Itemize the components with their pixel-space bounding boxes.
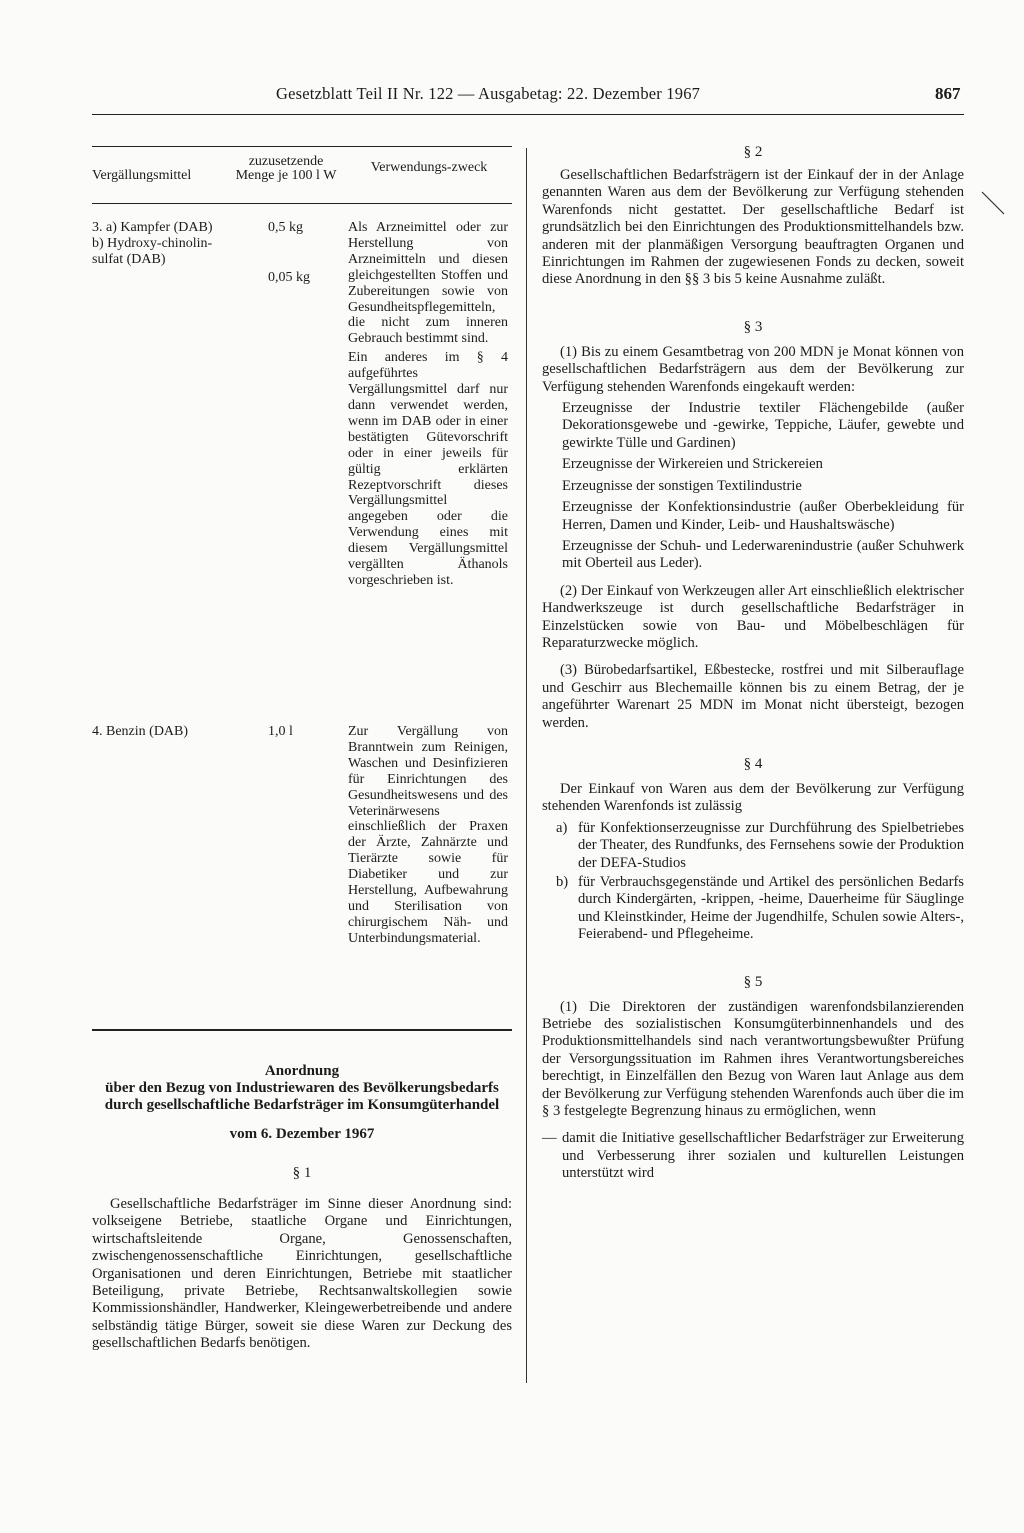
section-heading: § 4 — [743, 755, 763, 772]
table-cell-quantity: 1,0 l — [268, 724, 293, 739]
section-heading: § 5 — [743, 973, 763, 990]
column-divider — [526, 148, 527, 1383]
table-body — [92, 204, 512, 1029]
paragraph: (3) Bürobedarfsartikel, Eßbestecke, rostfrei und mit Silberauflage und Geschirr aus Blechemaille können bis zu einem Betrag, der je angeführter Warenart 25 MDN im Monat nicht übersteigt, bezogen werden. — [542, 662, 964, 731]
paragraph: Der Einkauf von Waren aus dem der Bevölkerung zur Verfügung stehenden Warenfonds ist zulässig — [542, 780, 964, 815]
column-header-quantity: zuzusetzende Menge je 100 l W — [235, 154, 337, 183]
ordinance-date: vom 6. Dezember 1967 — [229, 1126, 375, 1142]
purpose-text: Als Arzneimittel oder zur Herstellung von Arzneimitteln und diesen gleichgestellten Stoffen und Zubereitungen sowie von Gesundheitspflegemitteln, die nicht zum inneren Gebrauch bestimmt sind. — [348, 220, 508, 347]
column-header-agent: Vergällungsmittel — [92, 168, 192, 183]
right-column — [542, 140, 964, 1183]
section-3-text — [542, 344, 964, 396]
list-item: Erzeugnisse der sonstigen Textilindustrie — [562, 477, 802, 494]
header-rule — [92, 114, 964, 115]
section-4-text — [542, 781, 964, 816]
list-item-label: b) — [556, 874, 569, 890]
section-3-paragraph-2 — [542, 583, 964, 653]
paragraph: (1) Die Direktoren der zuständigen warenfondsbilanzierenden Betriebe des sozialistischen Konsumgüterbinnenhandels und des Produktionsmittelhandels sind nach verantwortungsbewußter Prüfung der Versorgungssituation im Rahmen ihres Verantwortungsbereiches berechtigt, in Einzelfällen den Bezug von Waren laut Anlage aus dem der Bevölkerung zur Verfügung stehenden Warenfonds auch über die im § 3 festgelegte Begrenzung hinaus zu ermöglichen, wenn — [542, 998, 964, 1120]
paragraph: Gesellschaftlichen Bedarfsträgern ist der Einkauf der in der Anlage genannten Waren aus dem der Bevölkerung zur Verfügung stehenden Warenfonds nicht gestattet. Der gesellschaftliche Bedarf ist grundsätzlich bei den Einrichtungen des Produktionsmittelhandels bzw. anderen mit der planmäßigen Versorgung beauftragten Organen und Einrichtungen im Rahmen der zugewiesenen Fonds zu decken, soweit diese Anordnung in den §§ 3 bis 5 keine Ausnahme zuläßt. — [542, 167, 964, 288]
left-column — [92, 146, 512, 1353]
dash-item-text: damit die Initiative gesellschaftlicher Bedarfsträger zur Erweiterung und Verbesserung ihrer sozialen und kulturellen Leistungen unterstützt wird — [562, 1130, 964, 1182]
header-title: Gesetzblatt Teil II Nr. 122 — Ausgabetag: 22. Dezember 1967 — [276, 84, 701, 103]
list-item: Erzeugnisse der Industrie textiler Flächengebilde (außer Dekorationsgewebe und -gewirke, Teppiche, Läufer, gewebte und gewirkte Tülle und Gardinen) — [562, 400, 964, 451]
list-item-text: für Konfektionserzeugnisse zur Durchführung des Spielbetriebes der Theater, des Rundfunks, des Fernsehens sowie der Produktion der DEFA-Studios — [578, 819, 964, 871]
margin-mark-icon — [980, 190, 1008, 218]
paragraph: (2) Der Einkauf von Werkzeugen aller Art einschließlich elektrischer Handwerkszeuge ist durch gesellschaftliche Bedarfsträger in Einzelstücken sowie von Bau- und Möbelbeschlägen für Reparaturzwecke möglich. — [542, 582, 964, 651]
section-heading: § 1 — [292, 1165, 312, 1181]
table-cell-agent: 3. a) Kampfer (DAB) b) Hydroxy-chinolin-sulfat (DAB) — [92, 220, 213, 267]
dash-label: — — [542, 1130, 557, 1147]
table-cell-agent: 4. Benzin (DAB) — [92, 724, 189, 739]
table-header — [92, 147, 512, 203]
list-item — [542, 874, 964, 944]
list-item-label: a) — [556, 819, 568, 836]
list-item: Erzeugnisse der Konfektionsindustrie (außer Oberbekleidung für Herren, Damen und Kinder, Leib- und Haushaltswäsche) — [562, 499, 964, 533]
table-bottom-rule — [92, 1029, 512, 1031]
table-cell-quantity: 0,05 kg — [268, 270, 310, 285]
section-1-text — [92, 1196, 512, 1353]
paragraph: Gesellschaftliche Bedarfsträger im Sinne dieser Anordnung sind: volkseigene Betriebe, staatliche Organe und Einrichtungen, wirtschaftsleitende Organe, Genossenschaften, zwischengenossenschaftliche Einrichtungen, gesellschaftliche Organisationen und deren Einrichtungen, Betriebe mit staatlicher Beteiligung, private Betriebe, Rechtsanwaltskollegien sowie Kommissionshändler, Handwerker, Kleingewerbetreibende und andere selbständig tätige Bürger, soweit sie diese Waren zur Deckung des gesellschaftlichen Bedarfs benötigen. — [92, 1196, 512, 1352]
table-cell-purpose — [348, 220, 508, 589]
table-cell-purpose: Zur Vergällung von Branntwein zum Reinigen, Waschen und Desinfizieren für Einrichtungen des Gesundheitswesens und des Veterinärwesens einschließlich der Praxen der Ärzte, Zahnärzte und Tierärzte sowie für Diabetiker und zur Herstellung, Aufbewahrung und Sterilisation von chirurgischem Näh- und Unterbindungsmaterial. — [348, 724, 508, 946]
section-2-text — [542, 167, 964, 289]
section-5-text — [542, 999, 964, 1121]
paragraph: (1) Bis zu einem Gesamtbetrag von 200 MDN je Monat können von gesellschaftlichen Bedarfsträgern aus dem der Bevölkerung zur Verfügung stehenden Warenfonds eingekauft werden: — [542, 343, 964, 395]
list-item — [542, 820, 964, 872]
dash-list-item — [542, 1130, 964, 1182]
table-cell-quantity: 0,5 kg — [268, 220, 303, 235]
list-item: Erzeugnisse der Wirkereien und Strickereien — [562, 456, 823, 473]
list-item-text: für Verbrauchsgegenstände und Artikel des persönlichen Bedarfs durch Kindergärten, -krippen, -heime, Dauerheime für Säuglinge und Kleinstkinder, Heime der Jugendhilfe, Schulen sowie Alters-, Feierabend- und Pflegeheime. — [578, 874, 964, 943]
list-item: Erzeugnisse der Schuh- und Lederwarenindustrie (außer Schuhwerk mit Oberteil aus Leder). — [562, 537, 964, 572]
section-heading: § 2 — [743, 144, 763, 160]
section-heading: § 3 — [743, 318, 763, 335]
column-header-purpose: Verwendungs-zweck — [370, 160, 488, 175]
page-number: 867 — [935, 84, 961, 103]
ordinance-title: Anordnung über den Bezug von Industriewaren des Bevölkerungsbedarfs durch gesellschaftliche Bedarfsträger im Konsumgüterhandel — [104, 1063, 500, 1113]
section-3-paragraph-3 — [542, 662, 964, 732]
purpose-text: Ein anderes im § 4 aufgeführtes Vergällungsmittel darf nur dann verwendet werden, wenn im DAB oder in einer bestätigten Gütevorschrift oder in einer jeweils für gültig erklärten Rezeptvorschrift dieses Vergällungsmittel angegeben oder die Verwendung eines mit diesem Vergällungsmittel vergällten Äthanols vorgeschrieben ist. — [348, 350, 508, 588]
